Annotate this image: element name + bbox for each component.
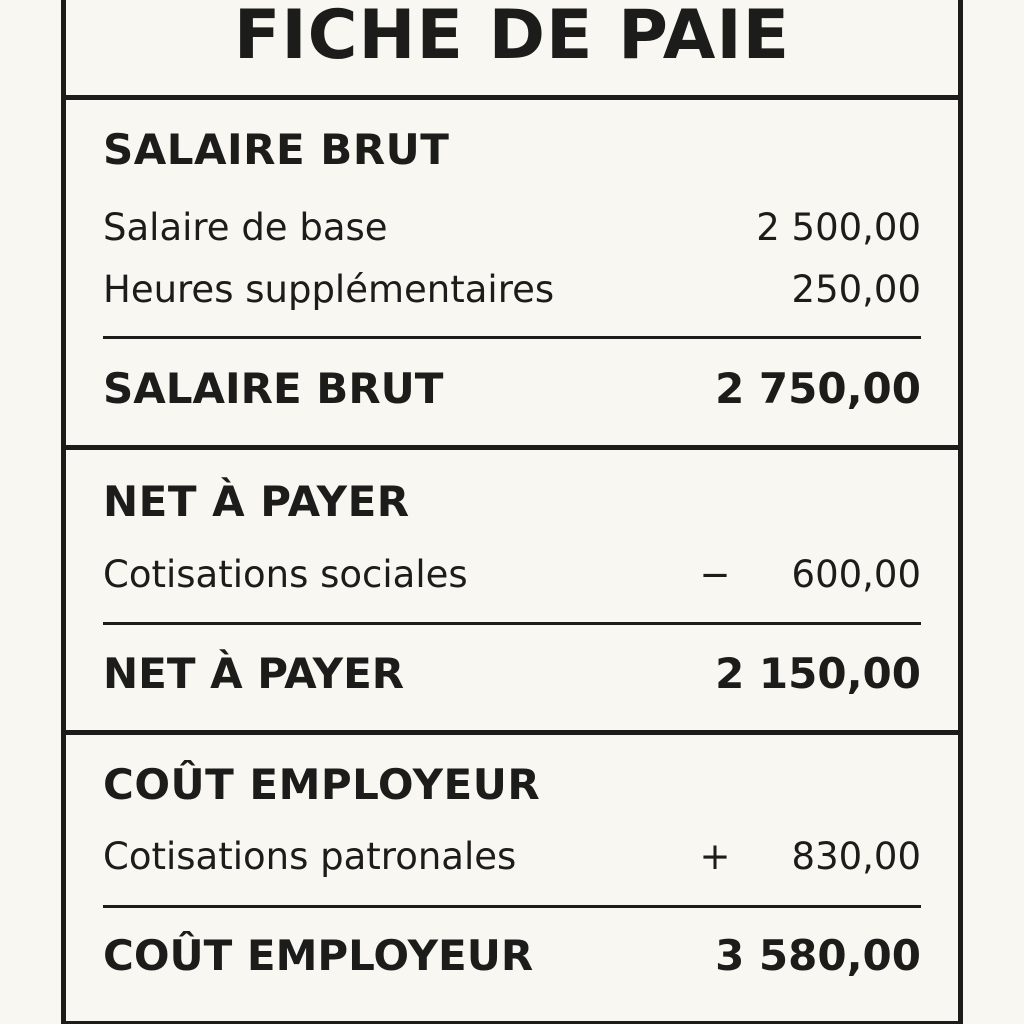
subtotal-rule [103, 905, 921, 908]
document-title: FICHE DE PAIE [233, 0, 791, 75]
section-heading: SALAIRE BRUT [103, 125, 450, 174]
total-label: NET À PAYER [103, 649, 405, 698]
line-value: 250,00 [791, 268, 921, 311]
section-cout-employeur [66, 735, 958, 1021]
section-total [103, 929, 921, 983]
section-net-a-payer [66, 450, 958, 735]
subtotal-rule [103, 336, 921, 339]
line-label: Salaire de base [103, 206, 388, 249]
line-value: 600,00 [791, 553, 921, 596]
line-item [103, 265, 921, 315]
line-label: Heures supplémentaires [103, 268, 555, 311]
section-salaire-brut [66, 100, 958, 450]
line-value: 2 500,00 [756, 206, 921, 249]
title-band [66, 0, 958, 100]
line-item [103, 550, 921, 600]
section-heading: COÛT EMPLOYEUR [103, 760, 541, 809]
line-label: Cotisations patronales [103, 835, 517, 878]
total-value: 2 750,00 [715, 364, 921, 413]
total-label: COÛT EMPLOYEUR [103, 931, 534, 980]
section-heading: NET À PAYER [103, 477, 410, 526]
line-item [103, 203, 921, 253]
line-label: Cotisations sociales [103, 553, 468, 596]
total-value: 3 580,00 [715, 931, 921, 980]
section-total [103, 362, 921, 416]
total-label: SALAIRE BRUT [103, 364, 444, 413]
total-value: 2 150,00 [715, 649, 921, 698]
line-item [103, 832, 921, 882]
subtotal-rule [103, 622, 921, 625]
payslip-sheet [61, 0, 963, 1024]
plus-sign: + [699, 835, 731, 878]
section-total [103, 647, 921, 701]
minus-sign: − [699, 553, 731, 596]
line-value: 830,00 [791, 835, 921, 878]
